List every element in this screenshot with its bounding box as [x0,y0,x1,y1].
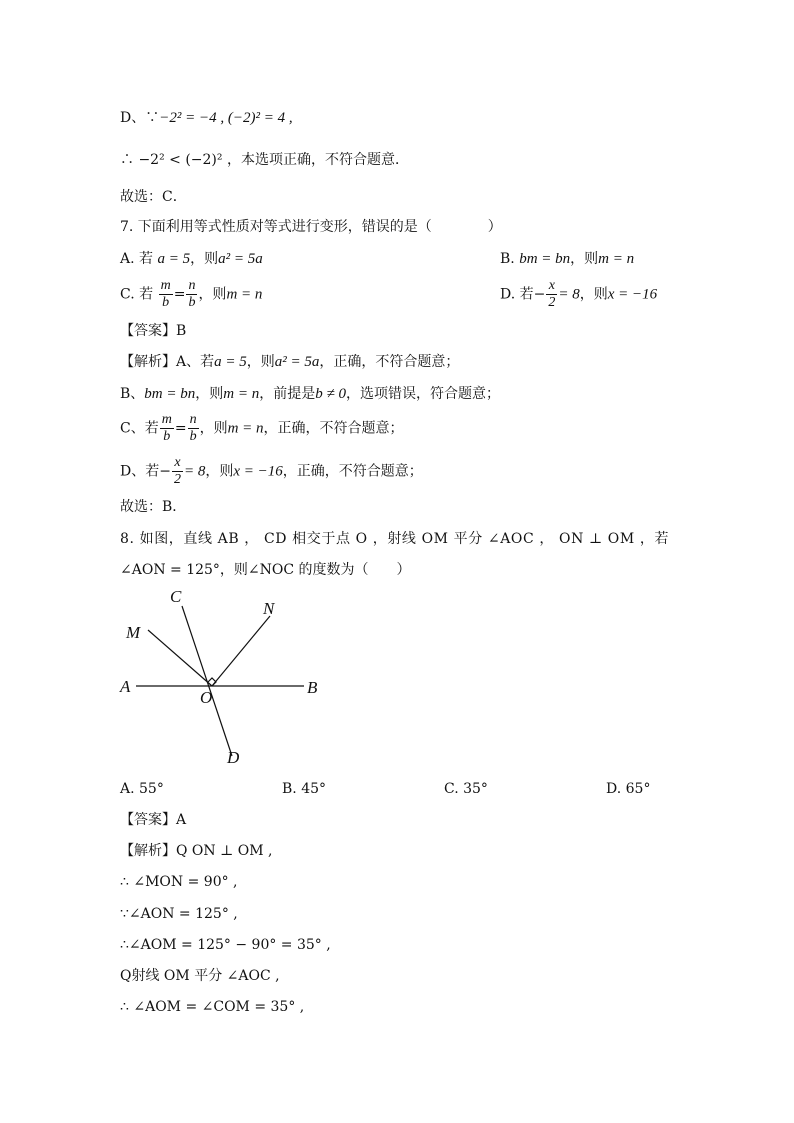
math: a = 5 [214,354,247,370]
label-b: B [307,678,318,697]
math: bm = bn [519,251,571,267]
q7-option-b [500,250,634,268]
solution-line-d [120,109,293,127]
q7-answer: 【答案】B [120,323,187,339]
label-d: D [227,748,240,766]
label: B. [500,251,515,267]
q8-option-c: C. 35° [444,781,488,797]
solution-choice: 故选：C． [120,189,187,205]
math: a = 5 [157,251,191,267]
q8-option-a: A. 55° [120,781,164,797]
label: C. 若 [120,286,154,303]
text: ，则 [190,251,219,267]
q7-analysis-a [120,353,459,371]
label: A. 若 [120,251,154,267]
fraction-x-over-2: $\frac{x}{2}$ [548,278,556,310]
math: −2² = −4 , (−2)² = 4 , [159,110,293,126]
ray-om [148,630,212,686]
equals: = [173,286,186,303]
minus: − [159,463,171,480]
label-o: O [200,688,213,707]
q7-option-a [120,250,263,268]
math: m = n [223,386,260,402]
fraction-m-over-b: $\frac{m}{b}$ [161,412,172,444]
q8-answer: 【答案】A [120,812,187,828]
q8-analysis-line: ∴∠AOM = 125° − 90° = 35° , [120,937,331,953]
math: = 8 [558,286,580,303]
math: x = −16 [607,286,658,303]
text: ，则 [579,286,608,303]
label-m: M [126,623,141,642]
q7-analysis-b [120,385,500,403]
q8-option-d: D. 65° [606,781,651,797]
q7-choice: 故选：B． [120,499,187,515]
q7-option-d [500,278,657,311]
text: ，则 [199,420,228,437]
text: ，则 [246,354,275,370]
text: ，正确，不符合题意； [282,463,423,480]
q8-option-b: B. 45° [282,781,327,797]
solution-line-therefore: ∴ −2² < (−2)² ，本选项正确，不符合题意． [120,152,409,168]
label-c: C [170,587,182,606]
math: a² = 5a [274,354,320,370]
q7-analysis-c [120,412,404,445]
text: C、若 [120,420,159,437]
text: ，正确，不符合题意； [263,420,404,437]
fraction-x-over-2: $\frac{x}{2}$ [173,455,181,487]
math: m = n [598,251,635,267]
q8-figure [112,586,332,766]
math: x = −16 [233,463,283,480]
ray-on [212,616,270,686]
fraction-n-over-b: $\frac{n}{b}$ [188,278,196,310]
angle-diagram [112,586,332,766]
text: ，正确，不符合题意； [319,354,460,370]
text: ，则 [195,386,224,402]
label-n: N [263,599,275,618]
text: B、 [120,386,145,402]
q8-analysis-line: ∵∠AON = 125° , [120,906,238,922]
math: b ≠ 0 [315,386,346,402]
text: ，则 [205,463,234,480]
minus: − [533,286,546,303]
q8-stem-line1: 8. 如图，直线 AB ， CD 相交于点 O ，射线 OM 平分 ∠AOC ， ON ⊥ OM ，若 [120,531,670,547]
math: m = n [227,420,264,437]
q8-analysis-line: ∴ ∠MON = 90° , [120,874,238,890]
equals: = [174,420,187,437]
math: m = n [226,286,263,303]
q7-option-c [120,278,262,311]
math: bm = bn [144,386,196,402]
math: a² = 5a [218,251,263,267]
label-a: A [120,677,131,696]
q8-analysis-line: 【解析】Q ON ⊥ OM , [120,843,273,859]
text: ，前提是 [259,386,316,402]
q8-analysis-line: ∴ ∠AOM = ∠COM = 35° , [120,999,305,1015]
q8-analysis-line: Q射线 OM 平分 ∠AOC , [120,968,280,984]
q7-analysis-d [120,455,423,488]
label: D. 若 [500,286,534,303]
text: ，选项错误，符合题意； [345,386,500,402]
q8-stem-line2: ∠AON = 125°，则∠NOC 的度数为（ ） [120,562,411,578]
text: ，则 [198,286,227,303]
text: ，则 [570,251,599,267]
math: = 8 [183,463,206,480]
text: 【解析】A、若 [120,354,215,370]
text: D、若 [120,463,160,480]
fraction-m-over-b: $\frac{m}{b}$ [160,278,171,310]
label: D、∵ [120,110,160,126]
fraction-n-over-b: $\frac{n}{b}$ [189,412,197,444]
q7-stem: 7. 下面利用等式性质对等式进行变形，错误的是（ ） [120,219,502,235]
